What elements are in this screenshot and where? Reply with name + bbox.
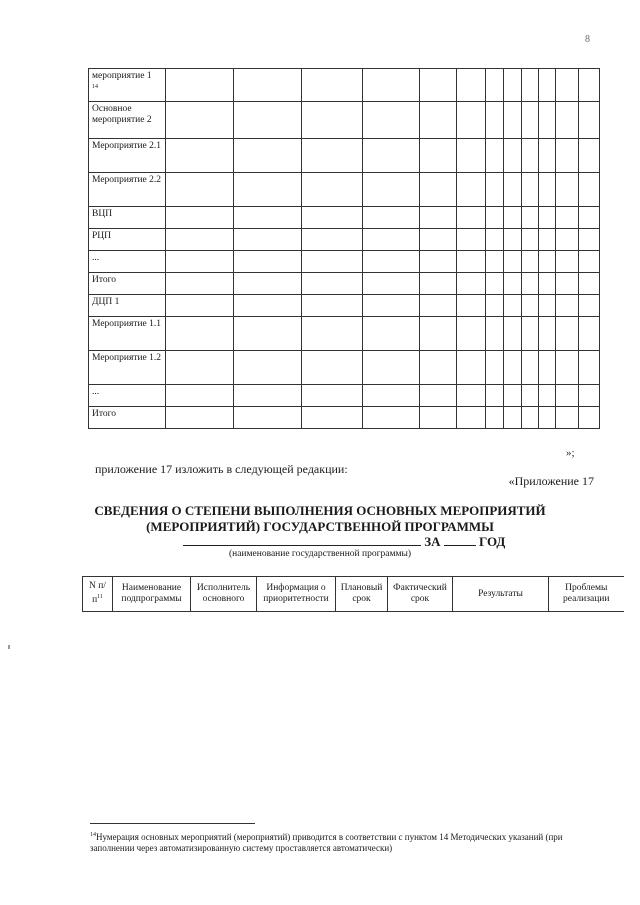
empty-cell (504, 295, 522, 317)
empty-cell (363, 273, 420, 295)
empty-cell (579, 173, 600, 207)
empty-cell (420, 69, 457, 102)
row-label (89, 69, 166, 102)
empty-cell (556, 385, 579, 407)
table-row (89, 407, 600, 429)
empty-cell (234, 407, 302, 429)
empty-cell (556, 351, 579, 385)
empty-cell (486, 207, 504, 229)
empty-cell (234, 207, 302, 229)
empty-cell (302, 173, 363, 207)
empty-cell (504, 351, 522, 385)
header-cell: Плановый срок (336, 577, 388, 612)
row-label-text: ... (92, 387, 100, 397)
header-cell: Проблемы реализации (549, 577, 624, 612)
empty-cell (302, 207, 363, 229)
empty-cell (234, 385, 302, 407)
empty-cell (166, 251, 234, 273)
empty-cell (363, 69, 420, 102)
empty-cell (457, 251, 486, 273)
empty-cell (556, 407, 579, 429)
empty-cell (420, 351, 457, 385)
empty-cell (363, 251, 420, 273)
empty-cell (234, 317, 302, 351)
empty-cell (522, 102, 539, 139)
row-footnote-ref: 14 (92, 84, 98, 90)
empty-cell (522, 273, 539, 295)
row-label-text: ... (92, 253, 100, 263)
footnote-text: Нумерация основных мероприятий (мероприятий) приводится в соответствии с пунктом 14 Методических указаний (при заполнении через автоматизированную систему проставляется автоматически) (90, 832, 563, 853)
empty-cell (522, 351, 539, 385)
empty-cell (486, 251, 504, 273)
empty-cell (166, 102, 234, 139)
empty-cell (522, 69, 539, 102)
empty-cell (486, 295, 504, 317)
empty-cell (166, 207, 234, 229)
empty-cell (539, 407, 556, 429)
empty-cell (556, 295, 579, 317)
empty-cell (457, 69, 486, 102)
empty-cell (504, 102, 522, 139)
empty-cell (420, 139, 457, 173)
empty-cell (420, 273, 457, 295)
empty-cell (234, 295, 302, 317)
intro-text: приложение 17 изложить в следующей редакции: (95, 462, 348, 476)
empty-cell (539, 273, 556, 295)
empty-cell (504, 229, 522, 251)
empty-cell (579, 351, 600, 385)
n-label: N п/п (89, 581, 106, 606)
empty-cell (166, 139, 234, 173)
empty-cell (363, 407, 420, 429)
row-label (89, 273, 166, 295)
empty-cell (363, 229, 420, 251)
empty-cell (234, 69, 302, 102)
empty-cell (579, 102, 600, 139)
empty-cell (363, 207, 420, 229)
empty-cell (539, 102, 556, 139)
empty-cell (363, 102, 420, 139)
empty-cell (486, 139, 504, 173)
empty-cell (556, 317, 579, 351)
empty-cell (302, 385, 363, 407)
row-label (89, 251, 166, 273)
empty-cell (420, 295, 457, 317)
empty-cell (420, 229, 457, 251)
empty-cell (166, 317, 234, 351)
empty-cell (522, 385, 539, 407)
row-label (89, 102, 166, 139)
empty-cell (302, 407, 363, 429)
row-label (89, 295, 166, 317)
empty-cell (579, 295, 600, 317)
table-row (89, 317, 600, 351)
progress-header-table (82, 576, 624, 612)
year-blank (444, 535, 476, 546)
title-god: ГОД (479, 534, 506, 549)
empty-cell (579, 273, 600, 295)
empty-cell (457, 317, 486, 351)
empty-cell (302, 351, 363, 385)
row-label-text: Мероприятие 2.1 (92, 141, 162, 151)
empty-cell (556, 139, 579, 173)
row-label (89, 385, 166, 407)
table-row (89, 102, 600, 139)
empty-cell (504, 385, 522, 407)
empty-cell (579, 229, 600, 251)
row-label-text: Основное мероприятие 2 (92, 104, 152, 125)
empty-cell (539, 251, 556, 273)
row-label (89, 139, 166, 173)
empty-cell (420, 173, 457, 207)
scan-speck (8, 645, 10, 649)
row-label-text: Мероприятие 2.2 (92, 175, 162, 185)
program-name-caption: (наименование государственной программы) (228, 549, 412, 559)
empty-cell (420, 102, 457, 139)
page-number: 8 (585, 34, 590, 45)
empty-cell (166, 173, 234, 207)
header-cell: Исполнитель основного (191, 577, 257, 612)
empty-cell (363, 317, 420, 351)
empty-cell (579, 317, 600, 351)
empty-cell (579, 385, 600, 407)
row-label-text: РЦП (92, 231, 112, 241)
header-cell: Фактический срок (388, 577, 453, 612)
empty-cell (579, 407, 600, 429)
table-row (89, 273, 600, 295)
empty-cell (556, 229, 579, 251)
empty-cell (234, 351, 302, 385)
empty-cell (302, 139, 363, 173)
empty-cell (539, 295, 556, 317)
empty-cell (522, 251, 539, 273)
empty-cell (166, 351, 234, 385)
empty-cell (504, 317, 522, 351)
empty-cell (420, 407, 457, 429)
header-cell-n (83, 577, 113, 612)
empty-cell (486, 317, 504, 351)
empty-cell (504, 69, 522, 102)
empty-cell (234, 251, 302, 273)
row-label (89, 173, 166, 207)
n-footnote-ref: 11 (97, 594, 103, 601)
empty-cell (522, 207, 539, 229)
empty-cell (556, 102, 579, 139)
header-cell: Информация о приоритетности (257, 577, 336, 612)
empty-cell (420, 207, 457, 229)
empty-cell (457, 407, 486, 429)
empty-cell (539, 351, 556, 385)
empty-cell (556, 273, 579, 295)
empty-cell (539, 385, 556, 407)
table-row (89, 139, 600, 173)
table-row (89, 385, 600, 407)
empty-cell (556, 251, 579, 273)
empty-cell (457, 351, 486, 385)
table-row (89, 69, 600, 102)
empty-cell (457, 139, 486, 173)
empty-cell (486, 173, 504, 207)
document-title-line3 (183, 534, 505, 550)
activities-table (88, 68, 600, 429)
empty-cell (486, 102, 504, 139)
empty-cell (579, 69, 600, 102)
empty-cell (522, 317, 539, 351)
empty-cell (579, 139, 600, 173)
empty-cell (539, 207, 556, 229)
empty-cell (504, 207, 522, 229)
empty-cell (363, 385, 420, 407)
row-label-text: Мероприятие 1.2 (92, 353, 162, 363)
empty-cell (363, 351, 420, 385)
empty-cell (302, 102, 363, 139)
table-row (89, 351, 600, 385)
empty-cell (539, 173, 556, 207)
empty-cell (420, 251, 457, 273)
empty-cell (166, 229, 234, 251)
empty-cell (522, 295, 539, 317)
empty-cell (486, 69, 504, 102)
header-row (83, 577, 624, 612)
empty-cell (420, 385, 457, 407)
empty-cell (166, 295, 234, 317)
row-label-text: мероприятие 1 (92, 71, 152, 81)
empty-cell (539, 229, 556, 251)
table-row (89, 295, 600, 317)
empty-cell (234, 229, 302, 251)
empty-cell (166, 69, 234, 102)
empty-cell (504, 273, 522, 295)
table-row (89, 207, 600, 229)
empty-cell (539, 139, 556, 173)
table-row (89, 173, 600, 207)
empty-cell (579, 251, 600, 273)
table-row (89, 229, 600, 251)
empty-cell (302, 69, 363, 102)
row-label (89, 351, 166, 385)
document-title-line1: СВЕДЕНИЯ О СТЕПЕНИ ВЫПОЛНЕНИЯ ОСНОВНЫХ МЕРОПРИЯТИЙ (94, 503, 546, 518)
empty-cell (486, 407, 504, 429)
empty-cell (363, 295, 420, 317)
row-label-text: Итого (92, 275, 117, 285)
empty-cell (556, 207, 579, 229)
empty-cell (522, 139, 539, 173)
empty-cell (457, 273, 486, 295)
empty-cell (522, 229, 539, 251)
empty-cell (302, 251, 363, 273)
empty-cell (302, 273, 363, 295)
appendix-label: «Приложение 17 (508, 474, 594, 488)
empty-cell (457, 102, 486, 139)
empty-cell (234, 273, 302, 295)
empty-cell (457, 385, 486, 407)
empty-cell (504, 139, 522, 173)
row-label-text: Мероприятие 1.1 (92, 319, 162, 329)
empty-cell (234, 139, 302, 173)
table-closing: »; (566, 447, 575, 459)
empty-cell (457, 229, 486, 251)
empty-cell (486, 385, 504, 407)
row-label (89, 317, 166, 351)
empty-cell (457, 295, 486, 317)
empty-cell (522, 407, 539, 429)
empty-cell (302, 317, 363, 351)
row-label (89, 229, 166, 251)
empty-cell (539, 69, 556, 102)
header-cell: Результаты (453, 577, 549, 612)
empty-cell (420, 317, 457, 351)
empty-cell (522, 173, 539, 207)
empty-cell (504, 251, 522, 273)
empty-cell (457, 173, 486, 207)
row-label (89, 407, 166, 429)
empty-cell (166, 407, 234, 429)
empty-cell (363, 173, 420, 207)
row-label-text: Итого (92, 409, 117, 419)
empty-cell (486, 229, 504, 251)
row-label (89, 207, 166, 229)
empty-cell (302, 229, 363, 251)
document-title-line2: (МЕРОПРИЯТИЙ) ГОСУДАРСТВЕННОЙ ПРОГРАММЫ (146, 519, 494, 534)
empty-cell (166, 273, 234, 295)
empty-cell (457, 207, 486, 229)
footnote (90, 830, 600, 854)
title-za: ЗА (424, 534, 441, 549)
empty-cell (504, 173, 522, 207)
empty-cell (234, 173, 302, 207)
empty-cell (486, 273, 504, 295)
footnote-number: 14 (90, 832, 96, 838)
empty-cell (363, 139, 420, 173)
row-label-text: ДЦП 1 (92, 297, 120, 307)
program-name-blank (183, 535, 421, 546)
empty-cell (556, 173, 579, 207)
empty-cell (556, 69, 579, 102)
empty-cell (166, 385, 234, 407)
empty-cell (486, 351, 504, 385)
table-row (89, 251, 600, 273)
footnote-separator (90, 823, 255, 824)
header-cell: Наименование подпрограммы (113, 577, 191, 612)
empty-cell (504, 407, 522, 429)
empty-cell (234, 102, 302, 139)
empty-cell (579, 207, 600, 229)
empty-cell (539, 317, 556, 351)
empty-cell (302, 295, 363, 317)
row-label-text: ВЦП (92, 209, 113, 219)
